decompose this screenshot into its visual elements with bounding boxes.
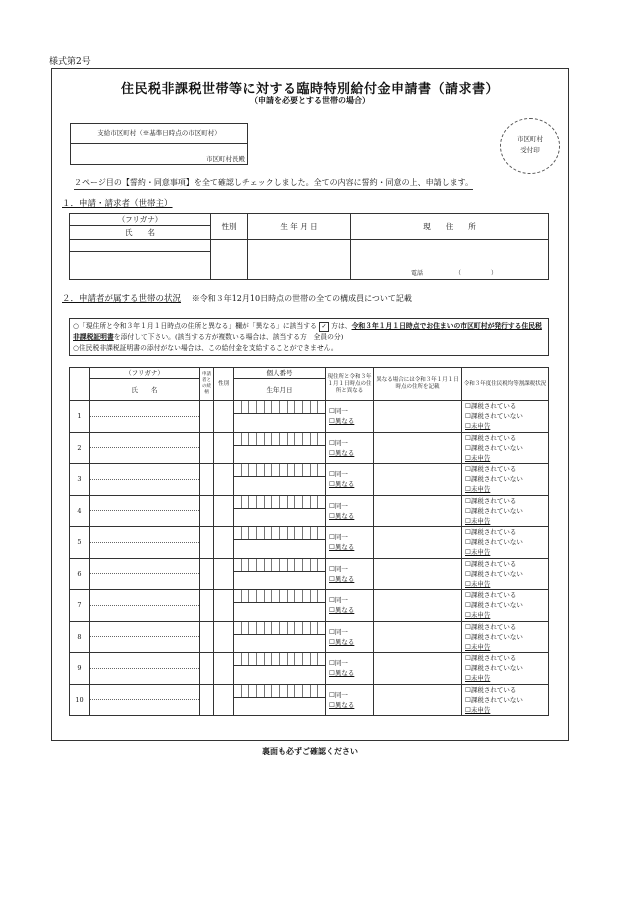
address-same-different[interactable]	[326, 558, 374, 590]
member-name-field[interactable]	[90, 653, 200, 685]
option-same[interactable]: ☐同一	[329, 470, 348, 479]
option-taxed[interactable]: ☐課税されている	[465, 465, 517, 474]
household-row	[70, 653, 549, 685]
option-undeclared[interactable]: ☐未申告	[465, 422, 491, 431]
row-number: 7	[70, 590, 90, 622]
option-not-taxed[interactable]: ☐課税されていない	[465, 632, 523, 641]
member-furigana-line	[90, 605, 199, 606]
tax-status-field[interactable]	[462, 590, 549, 622]
option-different[interactable]: ☐異なる	[329, 417, 355, 426]
phone-label: 電話	[411, 270, 424, 277]
option-undeclared[interactable]: ☐未申告	[465, 674, 491, 683]
option-different[interactable]: ☐異なる	[329, 511, 355, 520]
option-different[interactable]: ☐異なる	[329, 448, 355, 457]
form-number: 様式第2号	[49, 57, 91, 67]
municipality-box[interactable]	[70, 123, 248, 165]
tax-status-field[interactable]	[462, 653, 549, 685]
same-address-header: 現住所と令和３年１月１日時点の住所と異なる	[326, 368, 374, 401]
option-different[interactable]: ☐異なる	[329, 606, 355, 615]
household-row	[70, 401, 549, 433]
option-same[interactable]: ☐同一	[329, 596, 348, 605]
member-name-field[interactable]	[90, 527, 200, 559]
personal-number-boxes	[234, 653, 325, 666]
member-gender-field[interactable]	[214, 653, 234, 685]
member-gender-field[interactable]	[214, 401, 234, 433]
tax-status-field[interactable]	[462, 495, 549, 527]
member-gender-field[interactable]	[214, 558, 234, 590]
member-relation-field[interactable]	[200, 621, 214, 653]
member-furigana-line	[90, 636, 199, 637]
option-different[interactable]: ☐異なる	[329, 574, 355, 583]
member-gender-field[interactable]	[214, 684, 234, 716]
member-name-field[interactable]	[90, 432, 200, 464]
row-number: 8	[70, 621, 90, 653]
personal-number-boxes	[234, 464, 325, 477]
birthdate-header: 生年月日	[234, 379, 326, 401]
section1-heading: １．申請・請求者（世帯主）	[62, 199, 173, 209]
address-same-different[interactable]	[326, 432, 374, 464]
member-furigana-line	[90, 510, 199, 511]
applicant-name-header: 氏 名	[70, 226, 211, 240]
option-not-taxed[interactable]: ☐課税されていない	[465, 538, 523, 547]
option-not-taxed[interactable]: ☐課税されていない	[465, 443, 523, 452]
previous-address-field[interactable]	[374, 684, 462, 716]
applicant-name-field[interactable]	[70, 252, 211, 280]
member-relation-field[interactable]	[200, 527, 214, 559]
member-relation-field[interactable]	[200, 432, 214, 464]
member-furigana-line	[90, 447, 199, 448]
tax-status-field[interactable]	[462, 527, 549, 559]
address-same-different[interactable]	[326, 590, 374, 622]
tax-status-field[interactable]	[462, 401, 549, 433]
member-number-birthdate-field[interactable]	[234, 432, 326, 464]
option-same[interactable]: ☐同一	[329, 690, 348, 699]
option-undeclared[interactable]: ☐未申告	[465, 485, 491, 494]
member-furigana-line	[90, 699, 199, 700]
option-different[interactable]: ☐異なる	[329, 543, 355, 552]
member-number-birthdate-field[interactable]	[234, 684, 326, 716]
member-number-birthdate-field[interactable]	[234, 464, 326, 496]
previous-address-field[interactable]	[374, 401, 462, 433]
member-gender-field[interactable]	[214, 590, 234, 622]
personal-number-boxes	[234, 527, 325, 540]
member-gender-field[interactable]	[214, 621, 234, 653]
reception-stamp-area	[500, 118, 560, 174]
previous-address-field[interactable]	[374, 653, 462, 685]
personal-number-boxes	[234, 496, 325, 509]
phone-parens: （ ）	[454, 270, 497, 277]
option-same[interactable]: ☐同一	[329, 407, 348, 416]
member-furigana-line	[90, 542, 199, 543]
member-number-birthdate-field[interactable]	[234, 495, 326, 527]
name-header: 氏 名	[90, 379, 200, 401]
row-number: 4	[70, 495, 90, 527]
household-row	[70, 558, 549, 590]
member-relation-field[interactable]	[200, 401, 214, 433]
member-number-birthdate-field[interactable]	[234, 401, 326, 433]
member-furigana-line	[90, 479, 199, 480]
option-same[interactable]: ☐同一	[329, 564, 348, 573]
declaration-text: ２ページ目の【誓約・同意事項】を全て確認しチェックしました。全ての内容に誓約・同意の上、申請します。	[74, 177, 473, 190]
row-number: 5	[70, 527, 90, 559]
form-title: 住民税非課税世帯等に対する臨時特別給付金申請書（請求書）	[120, 82, 499, 97]
member-name-field[interactable]	[90, 401, 200, 433]
applicant-gender-field[interactable]	[211, 240, 248, 280]
option-taxed[interactable]: ☐課税されている	[465, 528, 517, 537]
member-gender-field[interactable]	[214, 527, 234, 559]
option-different[interactable]: ☐異なる	[329, 700, 355, 709]
option-taxed[interactable]: ☐課税されている	[465, 402, 517, 411]
member-name-field[interactable]	[90, 590, 200, 622]
option-not-taxed[interactable]: ☐課税されていない	[465, 506, 523, 515]
household-row	[70, 527, 549, 559]
tax-status-field[interactable]	[462, 558, 549, 590]
option-different[interactable]: ☐異なる	[329, 637, 355, 646]
household-row	[70, 621, 549, 653]
row-number: 2	[70, 432, 90, 464]
option-same[interactable]: ☐同一	[329, 627, 348, 636]
option-undeclared[interactable]: ☐未申告	[465, 579, 491, 588]
row-number: 10	[70, 684, 90, 716]
applicant-gender-header: 性別	[211, 214, 248, 240]
applicant-furigana-header: （フリガナ）	[70, 214, 211, 226]
member-furigana-line	[90, 573, 199, 574]
tax-status-header: 令和３年度住民税均等割課税状況	[462, 368, 549, 401]
member-furigana-line	[90, 416, 199, 417]
option-undeclared[interactable]: ☐未申告	[465, 548, 491, 557]
option-not-taxed[interactable]: ☐課税されていない	[465, 475, 523, 484]
address-same-different[interactable]	[326, 684, 374, 716]
address-same-different[interactable]	[326, 621, 374, 653]
address-same-different[interactable]	[326, 401, 374, 433]
address-same-different[interactable]	[326, 495, 374, 527]
notice-line2: ○住民税非課税証明書の添付がない場合は、この給付金を支給することができません。	[73, 344, 338, 352]
option-taxed[interactable]: ☐課税されている	[465, 496, 517, 505]
checkmark-icon: ✓	[319, 322, 329, 332]
member-number-birthdate-field[interactable]	[234, 558, 326, 590]
previous-address-field[interactable]	[374, 558, 462, 590]
row-number: 1	[70, 401, 90, 433]
address-same-different[interactable]	[326, 464, 374, 496]
member-name-field[interactable]	[90, 558, 200, 590]
member-relation-field[interactable]	[200, 464, 214, 496]
option-undeclared[interactable]: ☐未申告	[465, 705, 491, 714]
previous-address-field[interactable]	[374, 432, 462, 464]
household-row	[70, 464, 549, 496]
attachment-notice: ○「現住所と令和３年１月１日時点の住所と異なる」欄が「異なる」に該当する ✓ 方は、令和３年１月１日時点でお住まいの市区町村が発行する住民税非課税証明書を添付して下さい。(該当する方が複数いる場合は、該当する方 全員の分) ○住民税非課税証明書の添付がない場合は、この給付金を支給することができません。	[69, 318, 549, 356]
address-same-different[interactable]	[326, 653, 374, 685]
option-taxed[interactable]: ☐課税されている	[465, 622, 517, 631]
member-number-birthdate-field[interactable]	[234, 590, 326, 622]
option-taxed[interactable]: ☐課税されている	[465, 433, 517, 442]
household-table	[69, 367, 549, 716]
option-different[interactable]: ☐異なる	[329, 669, 355, 678]
option-not-taxed[interactable]: ☐課税されていない	[465, 695, 523, 704]
member-gender-field[interactable]	[214, 432, 234, 464]
member-name-field[interactable]	[90, 495, 200, 527]
option-taxed[interactable]: ☐課税されている	[465, 685, 517, 694]
option-undeclared[interactable]: ☐未申告	[465, 642, 491, 651]
household-row	[70, 495, 549, 527]
row-number: 9	[70, 653, 90, 685]
form-subtitle: （申請を必要とする世帯の場合）	[250, 95, 370, 105]
previous-address-field[interactable]	[374, 495, 462, 527]
personal-number-header: 個人番号	[234, 368, 326, 379]
member-furigana-line	[90, 668, 199, 669]
tax-status-field[interactable]	[462, 432, 549, 464]
previous-address-field[interactable]	[374, 621, 462, 653]
member-name-field[interactable]	[90, 464, 200, 496]
member-name-field[interactable]	[90, 684, 200, 716]
footer-note: 裏面も必ずご確認ください	[262, 746, 358, 756]
personal-number-boxes	[234, 401, 325, 414]
row-number: 3	[70, 464, 90, 496]
member-name-field[interactable]	[90, 621, 200, 653]
personal-number-boxes	[234, 590, 325, 603]
section2-heading: ２．申請者が属する世帯の状況 ※令和３年12月10日時点の世帯の全ての構成員について記載	[62, 294, 412, 304]
stamp-line1: 市区町村	[517, 135, 543, 143]
gender-header: 性別	[214, 368, 234, 401]
member-number-birthdate-field[interactable]	[234, 621, 326, 653]
furigana-header: （フリガナ）	[90, 368, 200, 379]
member-relation-field[interactable]	[200, 684, 214, 716]
option-not-taxed[interactable]: ☐課税されていない	[465, 569, 523, 578]
option-same[interactable]: ☐同一	[329, 533, 348, 542]
option-taxed[interactable]: ☐課税されている	[465, 559, 517, 568]
member-relation-field[interactable]	[200, 590, 214, 622]
option-taxed[interactable]: ☐課税されている	[465, 654, 517, 663]
row-number: 6	[70, 558, 90, 590]
personal-number-boxes	[234, 433, 325, 446]
personal-number-boxes	[234, 559, 325, 572]
personal-number-boxes	[234, 622, 325, 635]
option-different[interactable]: ☐異なる	[329, 480, 355, 489]
member-number-birthdate-field[interactable]	[234, 653, 326, 685]
member-relation-field[interactable]	[200, 558, 214, 590]
previous-address-field[interactable]	[374, 590, 462, 622]
applicant-birthdate-field[interactable]	[248, 240, 351, 280]
stamp-line2: 受付印	[520, 146, 540, 154]
option-undeclared[interactable]: ☐未申告	[465, 453, 491, 462]
option-same[interactable]: ☐同一	[329, 438, 348, 447]
option-not-taxed[interactable]: ☐課税されていない	[465, 664, 523, 673]
relation-header: 申請者との続柄	[200, 368, 214, 401]
option-not-taxed[interactable]: ☐課税されていない	[465, 412, 523, 421]
member-relation-field[interactable]	[200, 653, 214, 685]
municipality-head-suffix: 市区町村長殿	[206, 155, 245, 163]
member-number-birthdate-field[interactable]	[234, 527, 326, 559]
household-row	[70, 432, 549, 464]
tax-status-field[interactable]	[462, 621, 549, 653]
municipality-label: 支給市区町村（※基準日時点の市区町村）	[71, 124, 247, 144]
applicant-address-field[interactable]	[351, 240, 549, 280]
different-address-header: 異なる場合には令和３年１月１日時点の住所を記載	[374, 368, 462, 401]
option-not-taxed[interactable]: ☐課税されていない	[465, 601, 523, 610]
option-taxed[interactable]: ☐課税されている	[465, 591, 517, 600]
applicant-table	[69, 213, 549, 280]
tax-status-field[interactable]	[462, 464, 549, 496]
personal-number-boxes	[234, 685, 325, 698]
option-undeclared[interactable]: ☐未申告	[465, 611, 491, 620]
previous-address-field[interactable]	[374, 527, 462, 559]
previous-address-field[interactable]	[374, 464, 462, 496]
applicant-furigana-field[interactable]	[70, 240, 211, 252]
section2-note: ※令和３年12月10日時点の世帯の全ての構成員について記載	[191, 294, 412, 303]
applicant-address-header: 現 住 所	[351, 214, 549, 240]
member-gender-field[interactable]	[214, 464, 234, 496]
household-row	[70, 684, 549, 716]
member-relation-field[interactable]	[200, 495, 214, 527]
tax-status-field[interactable]	[462, 684, 549, 716]
option-undeclared[interactable]: ☐未申告	[465, 516, 491, 525]
household-row	[70, 590, 549, 622]
option-same[interactable]: ☐同一	[329, 659, 348, 668]
address-same-different[interactable]	[326, 527, 374, 559]
applicant-birthdate-header: 生 年 月 日	[248, 214, 351, 240]
option-same[interactable]: ☐同一	[329, 501, 348, 510]
member-gender-field[interactable]	[214, 495, 234, 527]
